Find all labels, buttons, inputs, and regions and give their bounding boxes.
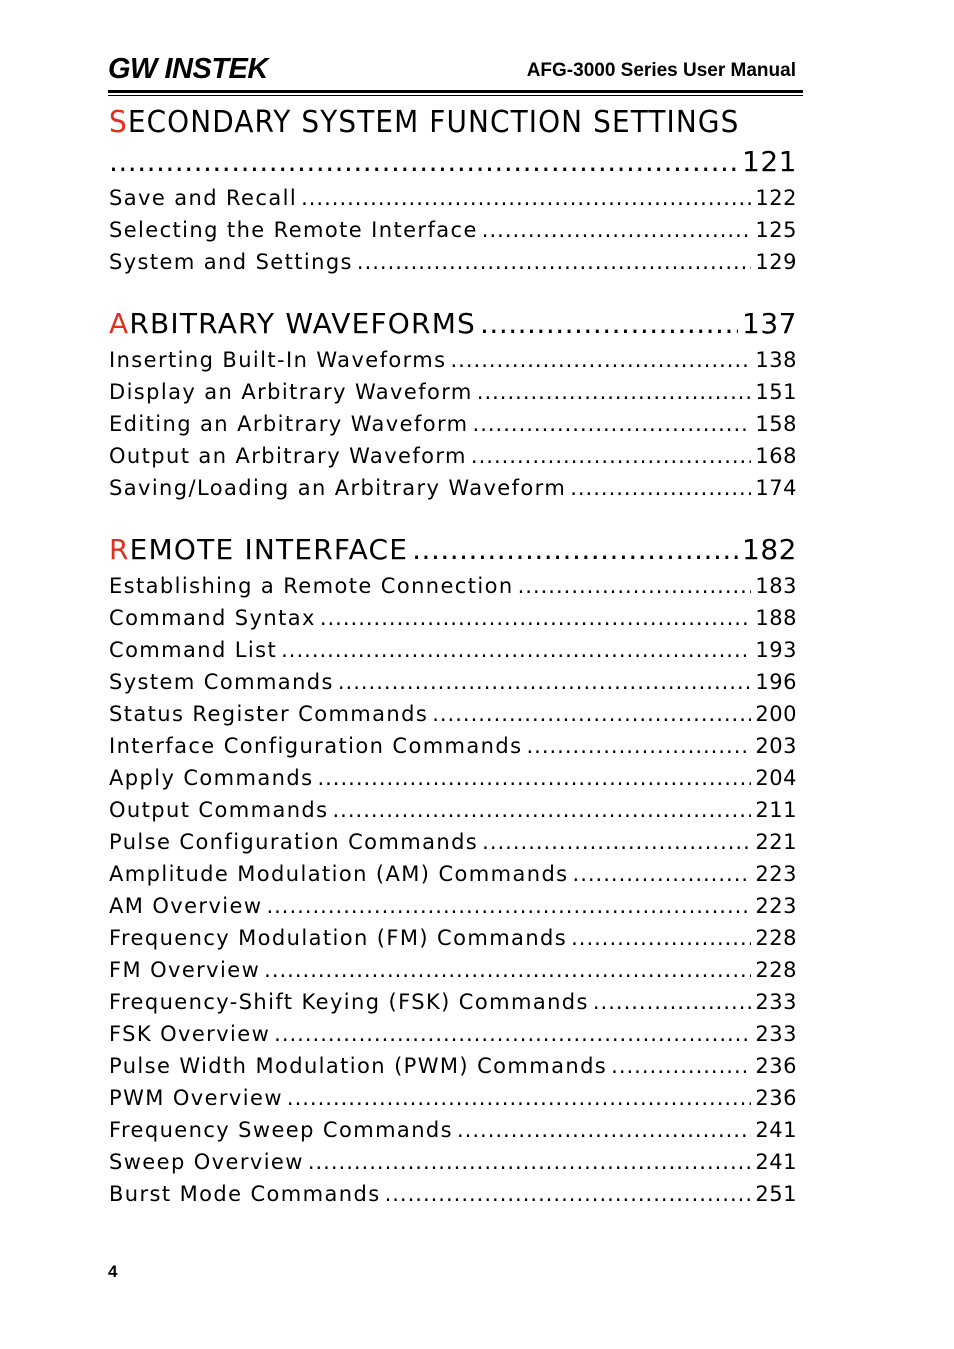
entry-label: System and Settings — [109, 250, 353, 274]
dot-leader — [281, 640, 751, 661]
entry-label: FM Overview — [109, 958, 261, 982]
toc-entry[interactable] — [109, 1184, 797, 1216]
entry-page: 251 — [755, 1182, 797, 1206]
entry-label: Saving/Loading an Arbitrary Waveform — [109, 476, 567, 500]
section-page-leader-row[interactable] — [109, 145, 797, 188]
entry-label: Frequency-Shift Keying (FSK) Commands — [109, 990, 589, 1014]
dot-leader — [482, 220, 752, 241]
entry-list — [109, 350, 797, 510]
section-heading-row[interactable] — [109, 307, 797, 350]
entry-page: 138 — [755, 348, 797, 372]
entry-page: 223 — [755, 862, 797, 886]
entry-page: 228 — [755, 926, 797, 950]
entry-page: 241 — [755, 1118, 797, 1142]
toc-entry[interactable] — [109, 800, 797, 832]
dot-leader — [385, 1184, 752, 1205]
entry-label: Interface Configuration Commands — [109, 734, 523, 758]
toc-entry[interactable] — [109, 188, 797, 220]
toc-entry[interactable] — [109, 640, 797, 672]
toc-entry[interactable] — [109, 608, 797, 640]
dot-leader — [593, 992, 752, 1013]
dot-leader — [457, 1120, 751, 1141]
toc-entry[interactable] — [109, 832, 797, 864]
toc-entry[interactable] — [109, 1152, 797, 1184]
section-title — [109, 533, 409, 566]
entry-page: 174 — [755, 476, 797, 500]
entry-label: AM Overview — [109, 894, 263, 918]
entry-label: Save and Recall — [109, 186, 298, 210]
entry-page: 203 — [755, 734, 797, 758]
entry-page: 188 — [755, 606, 797, 630]
entry-label: Output Commands — [109, 798, 329, 822]
entry-page: 168 — [755, 444, 797, 468]
dot-leader — [274, 1024, 751, 1045]
toc-entry[interactable] — [109, 252, 797, 284]
toc-entry[interactable] — [109, 350, 797, 382]
entry-label: Display an Arbitrary Waveform — [109, 380, 473, 404]
page-header — [108, 52, 803, 98]
dot-leader — [571, 928, 751, 949]
entry-page: 223 — [755, 894, 797, 918]
entry-page: 221 — [755, 830, 797, 854]
dot-leader — [412, 536, 738, 564]
section-title-rest: ECONDARY SYSTEM FUNCTION SETTINGS — [127, 105, 740, 140]
entry-page: 233 — [755, 990, 797, 1014]
dot-leader — [333, 800, 752, 821]
entry-list — [109, 188, 797, 284]
toc-entry[interactable] — [109, 864, 797, 896]
dot-leader — [301, 188, 751, 209]
dot-leader — [471, 446, 751, 467]
section-title-rest: EMOTE INTERFACE — [129, 533, 409, 566]
toc-section-arbitrary-waveforms — [109, 307, 797, 510]
entry-label: Frequency Modulation (FM) Commands — [109, 926, 568, 950]
toc-section-secondary-system — [109, 105, 797, 284]
page-number: 4 — [108, 1262, 118, 1281]
entry-page: 233 — [755, 1022, 797, 1046]
toc-entry[interactable] — [109, 1056, 797, 1088]
entry-label: Pulse Width Modulation (PWM) Commands — [109, 1054, 608, 1078]
section-page-number: 182 — [742, 533, 797, 566]
entry-page: 193 — [755, 638, 797, 662]
entry-page: 204 — [755, 766, 797, 790]
dot-leader — [338, 672, 752, 693]
dot-leader — [482, 832, 751, 853]
entry-page: 183 — [755, 574, 797, 598]
section-page-number: 121 — [742, 145, 797, 178]
entry-page: 122 — [755, 186, 797, 210]
toc-entry[interactable] — [109, 960, 797, 992]
dot-leader — [308, 1152, 752, 1173]
toc-entry[interactable] — [109, 220, 797, 252]
section-page-number: 137 — [742, 307, 797, 340]
entry-label: Apply Commands — [109, 766, 314, 790]
toc-entry[interactable] — [109, 478, 797, 510]
entry-page: 200 — [755, 702, 797, 726]
toc-entry[interactable] — [109, 576, 797, 608]
entry-label: Burst Mode Commands — [109, 1182, 381, 1206]
entry-label: Amplitude Modulation (AM) Commands — [109, 862, 569, 886]
dot-leader — [317, 768, 751, 789]
toc-entry[interactable] — [109, 736, 797, 768]
toc-entry[interactable] — [109, 1088, 797, 1120]
dot-leader — [526, 736, 751, 757]
entry-page: 196 — [755, 670, 797, 694]
entry-list — [109, 576, 797, 1216]
section-title-rest: RBITRARY WAVEFORMS — [129, 307, 477, 340]
section-title-initial: S — [109, 105, 128, 140]
entry-label: Status Register Commands — [109, 702, 429, 726]
toc-entry[interactable] — [109, 672, 797, 704]
entry-page: 125 — [755, 218, 797, 242]
toc-entry[interactable] — [109, 446, 797, 478]
dot-leader — [264, 960, 751, 981]
entry-label: Inserting Built-In Waveforms — [109, 348, 447, 372]
entry-page: 228 — [755, 958, 797, 982]
toc-entry[interactable] — [109, 382, 797, 414]
toc-entry[interactable] — [109, 1120, 797, 1152]
dot-leader — [451, 350, 752, 371]
dot-leader — [570, 478, 751, 499]
entry-page: 236 — [755, 1054, 797, 1078]
section-title-initial: R — [109, 533, 130, 566]
entry-page: 158 — [755, 412, 797, 436]
entry-page: 241 — [755, 1150, 797, 1174]
toc-entry[interactable] — [109, 704, 797, 736]
entry-label: Frequency Sweep Commands — [109, 1118, 453, 1142]
toc-section-remote-interface — [109, 533, 797, 1216]
gw-instek-logo — [108, 52, 280, 82]
entry-label: Output an Arbitrary Waveform — [109, 444, 467, 468]
entry-page: 211 — [755, 798, 797, 822]
entry-label: PWM Overview — [109, 1086, 283, 1110]
dot-leader — [109, 148, 738, 176]
entry-label: Establishing a Remote Connection — [109, 574, 514, 598]
entry-label: Sweep Overview — [109, 1150, 304, 1174]
header-rule-thick — [108, 90, 803, 93]
entry-label: Command List — [109, 638, 278, 662]
dot-leader — [518, 576, 752, 597]
toc-entry[interactable] — [109, 768, 797, 800]
dot-leader — [357, 252, 752, 273]
dot-leader — [266, 896, 751, 917]
header-rule-thin — [108, 95, 803, 96]
toc-entry[interactable] — [109, 896, 797, 928]
entry-page: 129 — [755, 250, 797, 274]
entry-label: Command Syntax — [109, 606, 316, 630]
dot-leader — [480, 310, 738, 338]
dot-leader — [477, 382, 752, 403]
dot-leader — [432, 704, 751, 725]
toc-entry[interactable] — [109, 1024, 797, 1056]
entry-label: Editing an Arbitrary Waveform — [109, 412, 469, 436]
toc-entry[interactable] — [109, 992, 797, 1024]
dot-leader — [287, 1088, 752, 1109]
toc-entry[interactable] — [109, 928, 797, 960]
entry-label: Selecting the Remote Interface — [109, 218, 478, 242]
dot-leader — [611, 1056, 751, 1077]
dot-leader — [473, 414, 752, 435]
dot-leader — [573, 864, 752, 885]
section-heading-row[interactable] — [109, 533, 797, 576]
entry-label: Pulse Configuration Commands — [109, 830, 479, 854]
entry-page: 151 — [755, 380, 797, 404]
toc-entry[interactable] — [109, 414, 797, 446]
entry-label: FSK Overview — [109, 1022, 271, 1046]
section-title — [109, 105, 749, 148]
dot-leader — [320, 608, 752, 629]
logo-text: GW INSTEK — [108, 53, 268, 82]
entry-page: 236 — [755, 1086, 797, 1110]
section-title-initial: A — [109, 307, 130, 340]
manual-title: AFG-3000 Series User Manual — [526, 60, 796, 81]
entry-label: System Commands — [109, 670, 334, 694]
section-title — [109, 307, 477, 340]
